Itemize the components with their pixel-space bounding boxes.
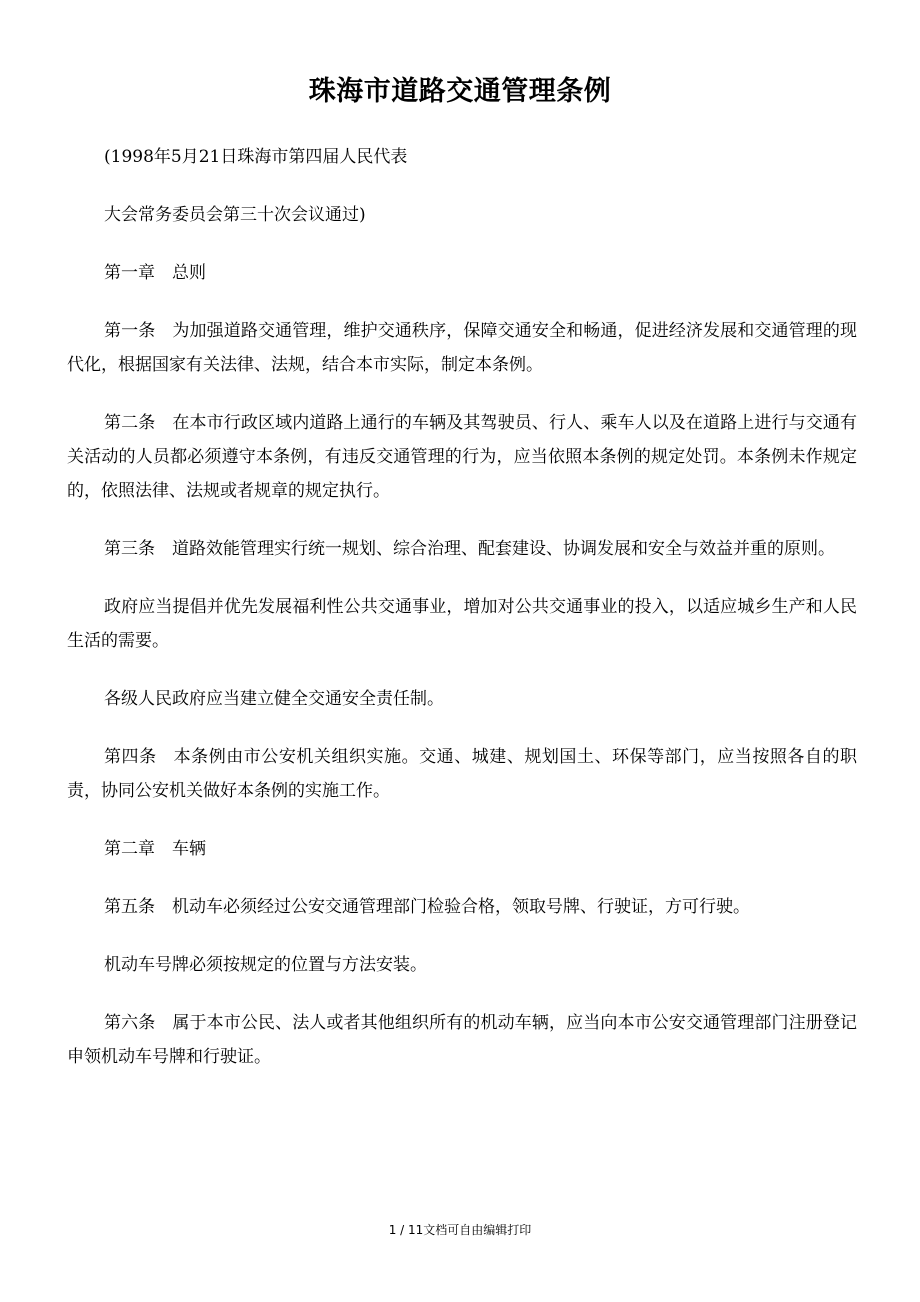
paragraph — [67, 140, 857, 174]
paragraph-text: 机动车必须经过公安交通管理部门检验合格，领取号牌、行驶证，方可行驶。 — [172, 897, 750, 917]
chapter-heading — [67, 256, 857, 290]
article-paragraph — [67, 740, 857, 808]
paragraph — [67, 590, 857, 658]
paragraph-lead: 第三条 — [104, 539, 155, 559]
paragraph-lead: 第一条 — [104, 321, 156, 341]
paragraph-text: 各级人民政府应当建立健全交通安全责任制。 — [104, 689, 444, 709]
paragraph-text: 道路效能管理实行统一规划、综合治理、配套建设、协调发展和安全与效益并重的原则。 — [172, 539, 835, 559]
article-paragraph — [67, 406, 857, 508]
article-paragraph — [67, 532, 857, 566]
paragraph-text: 车辆 — [172, 839, 206, 859]
paragraph — [67, 682, 857, 716]
article-paragraph — [67, 1006, 857, 1074]
paragraph-lead: 第二章 — [104, 839, 155, 859]
paragraph — [67, 948, 857, 982]
paragraph-lead: 第四条 — [104, 747, 157, 767]
article-paragraph — [67, 890, 857, 924]
paragraph-text: 机动车号牌必须按规定的位置与方法安装。 — [104, 955, 427, 975]
paragraph-text: 大会常务委员会第三十次会议通过) — [104, 205, 366, 225]
paragraph-text: 政府应当提倡并优先发展福利性公共交通事业，增加对公共交通事业的投入，以适应城乡生产和人民生活的需要。 — [67, 597, 857, 651]
page-footer: 1 / 11文档可自由编辑打印 — [388, 1223, 532, 1237]
document-body — [67, 140, 857, 1098]
paragraph — [67, 198, 857, 232]
paragraph-lead: 第六条 — [104, 1013, 156, 1033]
article-paragraph — [67, 314, 857, 382]
chapter-heading — [67, 832, 857, 866]
paragraph-lead: 第五条 — [104, 897, 155, 917]
paragraph-text: (1998年5月21日珠海市第四届人民代表 — [104, 147, 408, 167]
paragraph-text: 本条例由市公安机关组织实施。交通、城建、规划国土、环保等部门，应当按照各自的职责，协同公安机关做好本条例的实施工作。 — [67, 747, 858, 801]
paragraph-text: 为加强道路交通管理，维护交通秩序，保障交通安全和畅通，促进经济发展和交通管理的现代化，根据国家有关法律、法规，结合本市实际，制定本条例。 — [67, 321, 858, 375]
paragraph-text: 总则 — [172, 263, 206, 283]
paragraph-text: 在本市行政区域内道路上通行的车辆及其驾驶员、行人、乘车人以及在道路上进行与交通有关活动的人员都必须遵守本条例，有违反交通管理的行为，应当依照本条例的规定处罚。本条例未作规定的，依照法律、法规或者规章的规定执行。 — [67, 413, 858, 501]
paragraph-lead: 第一章 — [104, 263, 155, 283]
document-title: 珠海市道路交通管理条例 — [308, 76, 612, 107]
paragraph-text: 属于本市公民、法人或者其他组织所有的机动车辆，应当向本市公安交通管理部门注册登记申领机动车号牌和行驶证。 — [67, 1013, 858, 1067]
paragraph-lead: 第二条 — [104, 413, 156, 433]
